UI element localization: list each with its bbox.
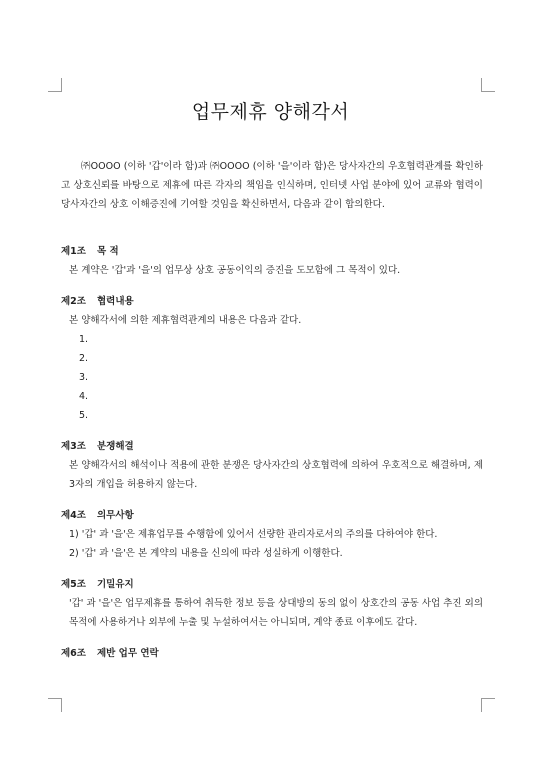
section-2	[61, 292, 483, 425]
intro-paragraph: ㈜OOOO (이하 '갑'이라 함)과 ㈜OOOO (이하 '을'이라 함)은 당사자간의 우호협력관계를 확인하고 상호신뢰를 바탕으로 제휴에 따른 각자의 책임을 인식하며, 인터넷 사업 분야에 있어 교류와 협력이 당사자간의 상호 이해증진에 기여할 것임을 확신하면서, 다음과 같이 합의한다.	[61, 161, 483, 210]
section-heading	[61, 644, 483, 663]
obligation-list	[61, 525, 483, 563]
cooperation-list	[61, 330, 483, 425]
document-body	[61, 157, 483, 663]
crop-mark-bottom-right	[481, 698, 495, 712]
section-heading	[61, 506, 483, 525]
section-4	[61, 506, 483, 563]
section-title: 의무사항	[97, 510, 134, 521]
section-body: 본 양해각서의 해석이나 적용에 관한 분쟁은 당사자간의 상호협력에 의하여 우호적으로 해결하며, 제3자의 개입을 허용하지 않는다.	[69, 460, 483, 490]
section-title: 협력내용	[97, 296, 134, 307]
section-title: 제반 업무 연락	[97, 648, 159, 659]
section-6	[61, 644, 483, 663]
list-item: 4.	[79, 391, 89, 402]
list-item: 3.	[79, 372, 89, 383]
section-title: 분쟁해결	[97, 441, 134, 452]
section-number: 제5조	[61, 579, 86, 590]
section-heading	[61, 292, 483, 311]
section-heading	[61, 437, 483, 456]
section-3	[61, 437, 483, 494]
section-number: 제4조	[61, 510, 86, 521]
section-number: 제2조	[61, 296, 86, 307]
list-item: 5.	[79, 410, 89, 421]
list-item: 2) '갑' 과 '을'은 본 계약의 내용을 신의에 따라 성실하게 이행한다.	[69, 548, 343, 559]
section-number: 제1조	[61, 246, 86, 257]
crop-mark-top-right	[481, 78, 495, 92]
crop-mark-top-left	[48, 78, 62, 92]
section-body: 본 계약은 '갑'과 '을'의 업무상 상호 공동이익의 증진을 도모함에 그 목적이 있다.	[69, 265, 401, 276]
section-heading	[61, 242, 483, 261]
section-body: 본 양해각서에 의한 제휴협력관계의 내용은 다음과 같다.	[69, 315, 302, 326]
section-body: '갑' 과 '을'은 업무제휴를 통하여 취득한 정보 등을 상대방의 동의 없이 상호간의 공동 사업 추진 외의 목적에 사용하거나 외부에 누출 및 누설하여서는 아니되며, 계약 종료 이후에도 같다.	[69, 598, 483, 628]
list-item: 1.	[79, 334, 89, 345]
section-title: 목 적	[97, 246, 119, 257]
section-title: 기밀유지	[97, 579, 134, 590]
crop-mark-bottom-left	[48, 698, 62, 712]
document-title: 업무제휴 양해각서	[191, 100, 350, 123]
list-item: 1) '갑' 과 '을'은 제휴업무를 수행함에 있어서 선량한 관리자로서의 주의를 다하여야 한다.	[69, 529, 438, 540]
list-item: 2.	[79, 353, 89, 364]
section-1	[61, 242, 483, 280]
section-5	[61, 575, 483, 632]
section-heading	[61, 575, 483, 594]
section-number: 제3조	[61, 441, 86, 452]
section-number: 제6조	[61, 648, 86, 659]
